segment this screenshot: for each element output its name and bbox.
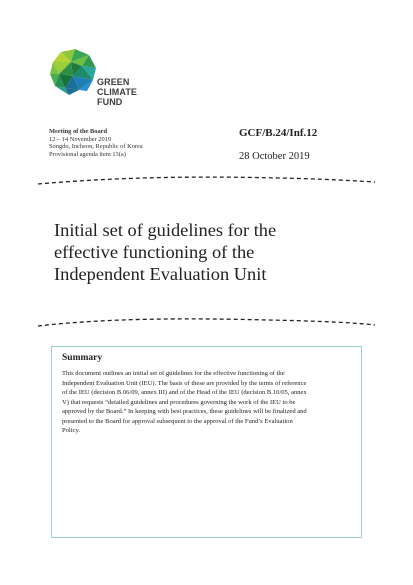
document-symbol: GCF/B.24/Inf.12 xyxy=(239,127,318,139)
title-line: effective functioning of the xyxy=(54,242,255,262)
logo-line-climate: CLIMATE xyxy=(97,87,138,97)
summary-line: Policy. xyxy=(62,427,80,434)
logo-line-fund: FUND xyxy=(97,97,123,107)
document-info xyxy=(239,127,369,163)
summary-box xyxy=(51,346,362,538)
title-line: Independent Evaluation Unit xyxy=(54,264,267,284)
summary-line: presented to the Board for approval subsequent to the approval of the Fund’s Evaluation xyxy=(62,417,293,425)
meeting-dates: 12 – 14 November 2019 xyxy=(49,135,112,143)
globe-logo-icon xyxy=(49,48,97,96)
summary-heading: Summary xyxy=(62,353,103,363)
divider-wave-top xyxy=(38,175,375,187)
summary-text xyxy=(62,369,351,436)
document-date: 28 October 2019 xyxy=(239,151,310,162)
summary-line: of the IEU (decision B.06/09, annex III) and of the Head of the IEU (decision B.10/05, annex xyxy=(62,389,307,396)
document-title xyxy=(54,219,354,285)
logo-line-green: GREEN xyxy=(97,77,130,87)
title-line: Initial set of guidelines for the xyxy=(54,220,277,240)
meeting-location: Songdo, Incheon, Republic of Korea xyxy=(49,143,143,151)
divider-wave-bottom xyxy=(38,317,375,329)
summary-line: This document outlines an initial set of guidelines for the effective functioning of the xyxy=(62,370,285,377)
meeting-info xyxy=(49,128,229,158)
summary-line: Independent Evaluation Unit (IEU). The basis of these are provided by the terms of reference xyxy=(62,379,307,387)
logo-wordmark xyxy=(97,77,137,107)
summary-line: V) that requests “detailed guidelines and procedures governing the work of the IEU to be xyxy=(62,398,296,406)
summary-line: approved by the Board.” In keeping with best practices, these guidelines will be finalized and xyxy=(62,408,307,415)
meeting-label: Meeting of the Board xyxy=(49,128,108,135)
gcf-logo xyxy=(49,48,149,110)
agenda-item: Provisional agenda item 13(a) xyxy=(49,150,126,158)
